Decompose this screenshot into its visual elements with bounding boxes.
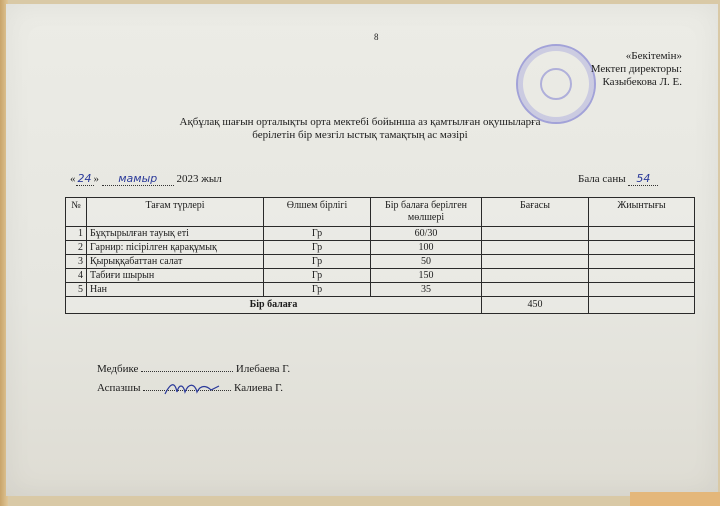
header-portion: Бір балаға берілген мөлшері <box>371 198 482 227</box>
row-sum <box>589 283 695 297</box>
cook-label: Аспазшы <box>97 382 141 394</box>
row-price <box>482 241 589 255</box>
date-close-quote: » <box>93 173 99 185</box>
table-header-row <box>66 198 695 227</box>
date-line <box>70 172 222 186</box>
date-day: 24 <box>77 172 92 185</box>
row-unit: Гр <box>264 269 371 283</box>
row-dish: Бұқтырылған тауық еті <box>87 227 264 241</box>
table-row <box>66 241 695 255</box>
row-sum <box>589 269 695 283</box>
total-sum-cell <box>589 297 695 314</box>
date-open-quote: « <box>70 173 76 185</box>
handwritten-signature <box>163 380 223 400</box>
row-dish: Табиғи шырын <box>87 269 264 283</box>
date-year: 2023 жыл <box>176 173 222 185</box>
approval-title: «Бекітемін» <box>625 50 682 62</box>
table-row <box>66 283 695 297</box>
nurse-signature-line <box>97 363 290 375</box>
row-portion: 100 <box>371 241 482 255</box>
row-dish: Гарнир: пісірілген қарақұмық <box>87 241 264 255</box>
header-unit: Өлшем бірлігі <box>264 198 371 227</box>
header-price: Бағасы <box>482 198 589 227</box>
approval-position: Мектеп директоры: <box>590 63 682 75</box>
row-number: 3 <box>66 255 87 269</box>
row-number: 4 <box>66 269 87 283</box>
cook-signature <box>143 390 231 391</box>
official-stamp <box>516 44 596 124</box>
row-dish: Нан <box>87 283 264 297</box>
row-portion: 35 <box>371 283 482 297</box>
row-portion: 50 <box>371 255 482 269</box>
row-dish: Қырыққабаттан салат <box>87 255 264 269</box>
header-number: № <box>66 198 87 227</box>
row-sum <box>589 255 695 269</box>
row-sum <box>589 227 695 241</box>
approval-block <box>591 50 682 89</box>
background-corner <box>630 492 720 506</box>
menu-table <box>65 197 695 314</box>
row-price <box>482 269 589 283</box>
cook-name: Калиева Г. <box>234 382 284 394</box>
document-title-line2: берілетін бір мезгіл ыстық тамақтың ас мәзірі <box>252 129 468 141</box>
row-unit: Гр <box>264 283 371 297</box>
approval-name: Казыбекова Л. Е. <box>602 76 682 88</box>
nurse-signature <box>141 371 233 372</box>
nurse-name: Илебаева Г. <box>235 363 291 375</box>
row-unit: Гр <box>264 241 371 255</box>
header-dish: Тағам түрлері <box>87 198 264 227</box>
cook-signature-line <box>97 382 283 394</box>
children-count-label: Бала саны <box>578 173 626 185</box>
row-price <box>482 283 589 297</box>
date-month: мамыр <box>102 172 174 186</box>
children-count-line <box>578 172 658 186</box>
row-number: 5 <box>66 283 87 297</box>
row-price <box>482 255 589 269</box>
row-portion: 60/30 <box>371 227 482 241</box>
document-title-line1: Ақбұлақ шағын орталықты орта мектебі бойынша аз қамтылған оқушыларға <box>179 116 541 128</box>
total-label: Бір балаға <box>66 297 482 314</box>
table-total-row <box>66 297 695 314</box>
row-number: 2 <box>66 241 87 255</box>
row-unit: Гр <box>264 227 371 241</box>
row-price <box>482 227 589 241</box>
table-row <box>66 227 695 241</box>
row-sum <box>589 241 695 255</box>
row-number: 1 <box>66 227 87 241</box>
children-count-value: 54 <box>628 172 658 186</box>
total-value: 450 <box>482 297 589 314</box>
nurse-label: Медбике <box>97 363 139 375</box>
table-row <box>66 269 695 283</box>
header-total: Жиынтығы <box>589 198 695 227</box>
table-row <box>66 255 695 269</box>
page-number: 8 <box>374 32 379 42</box>
row-portion: 150 <box>371 269 482 283</box>
row-unit: Гр <box>264 255 371 269</box>
